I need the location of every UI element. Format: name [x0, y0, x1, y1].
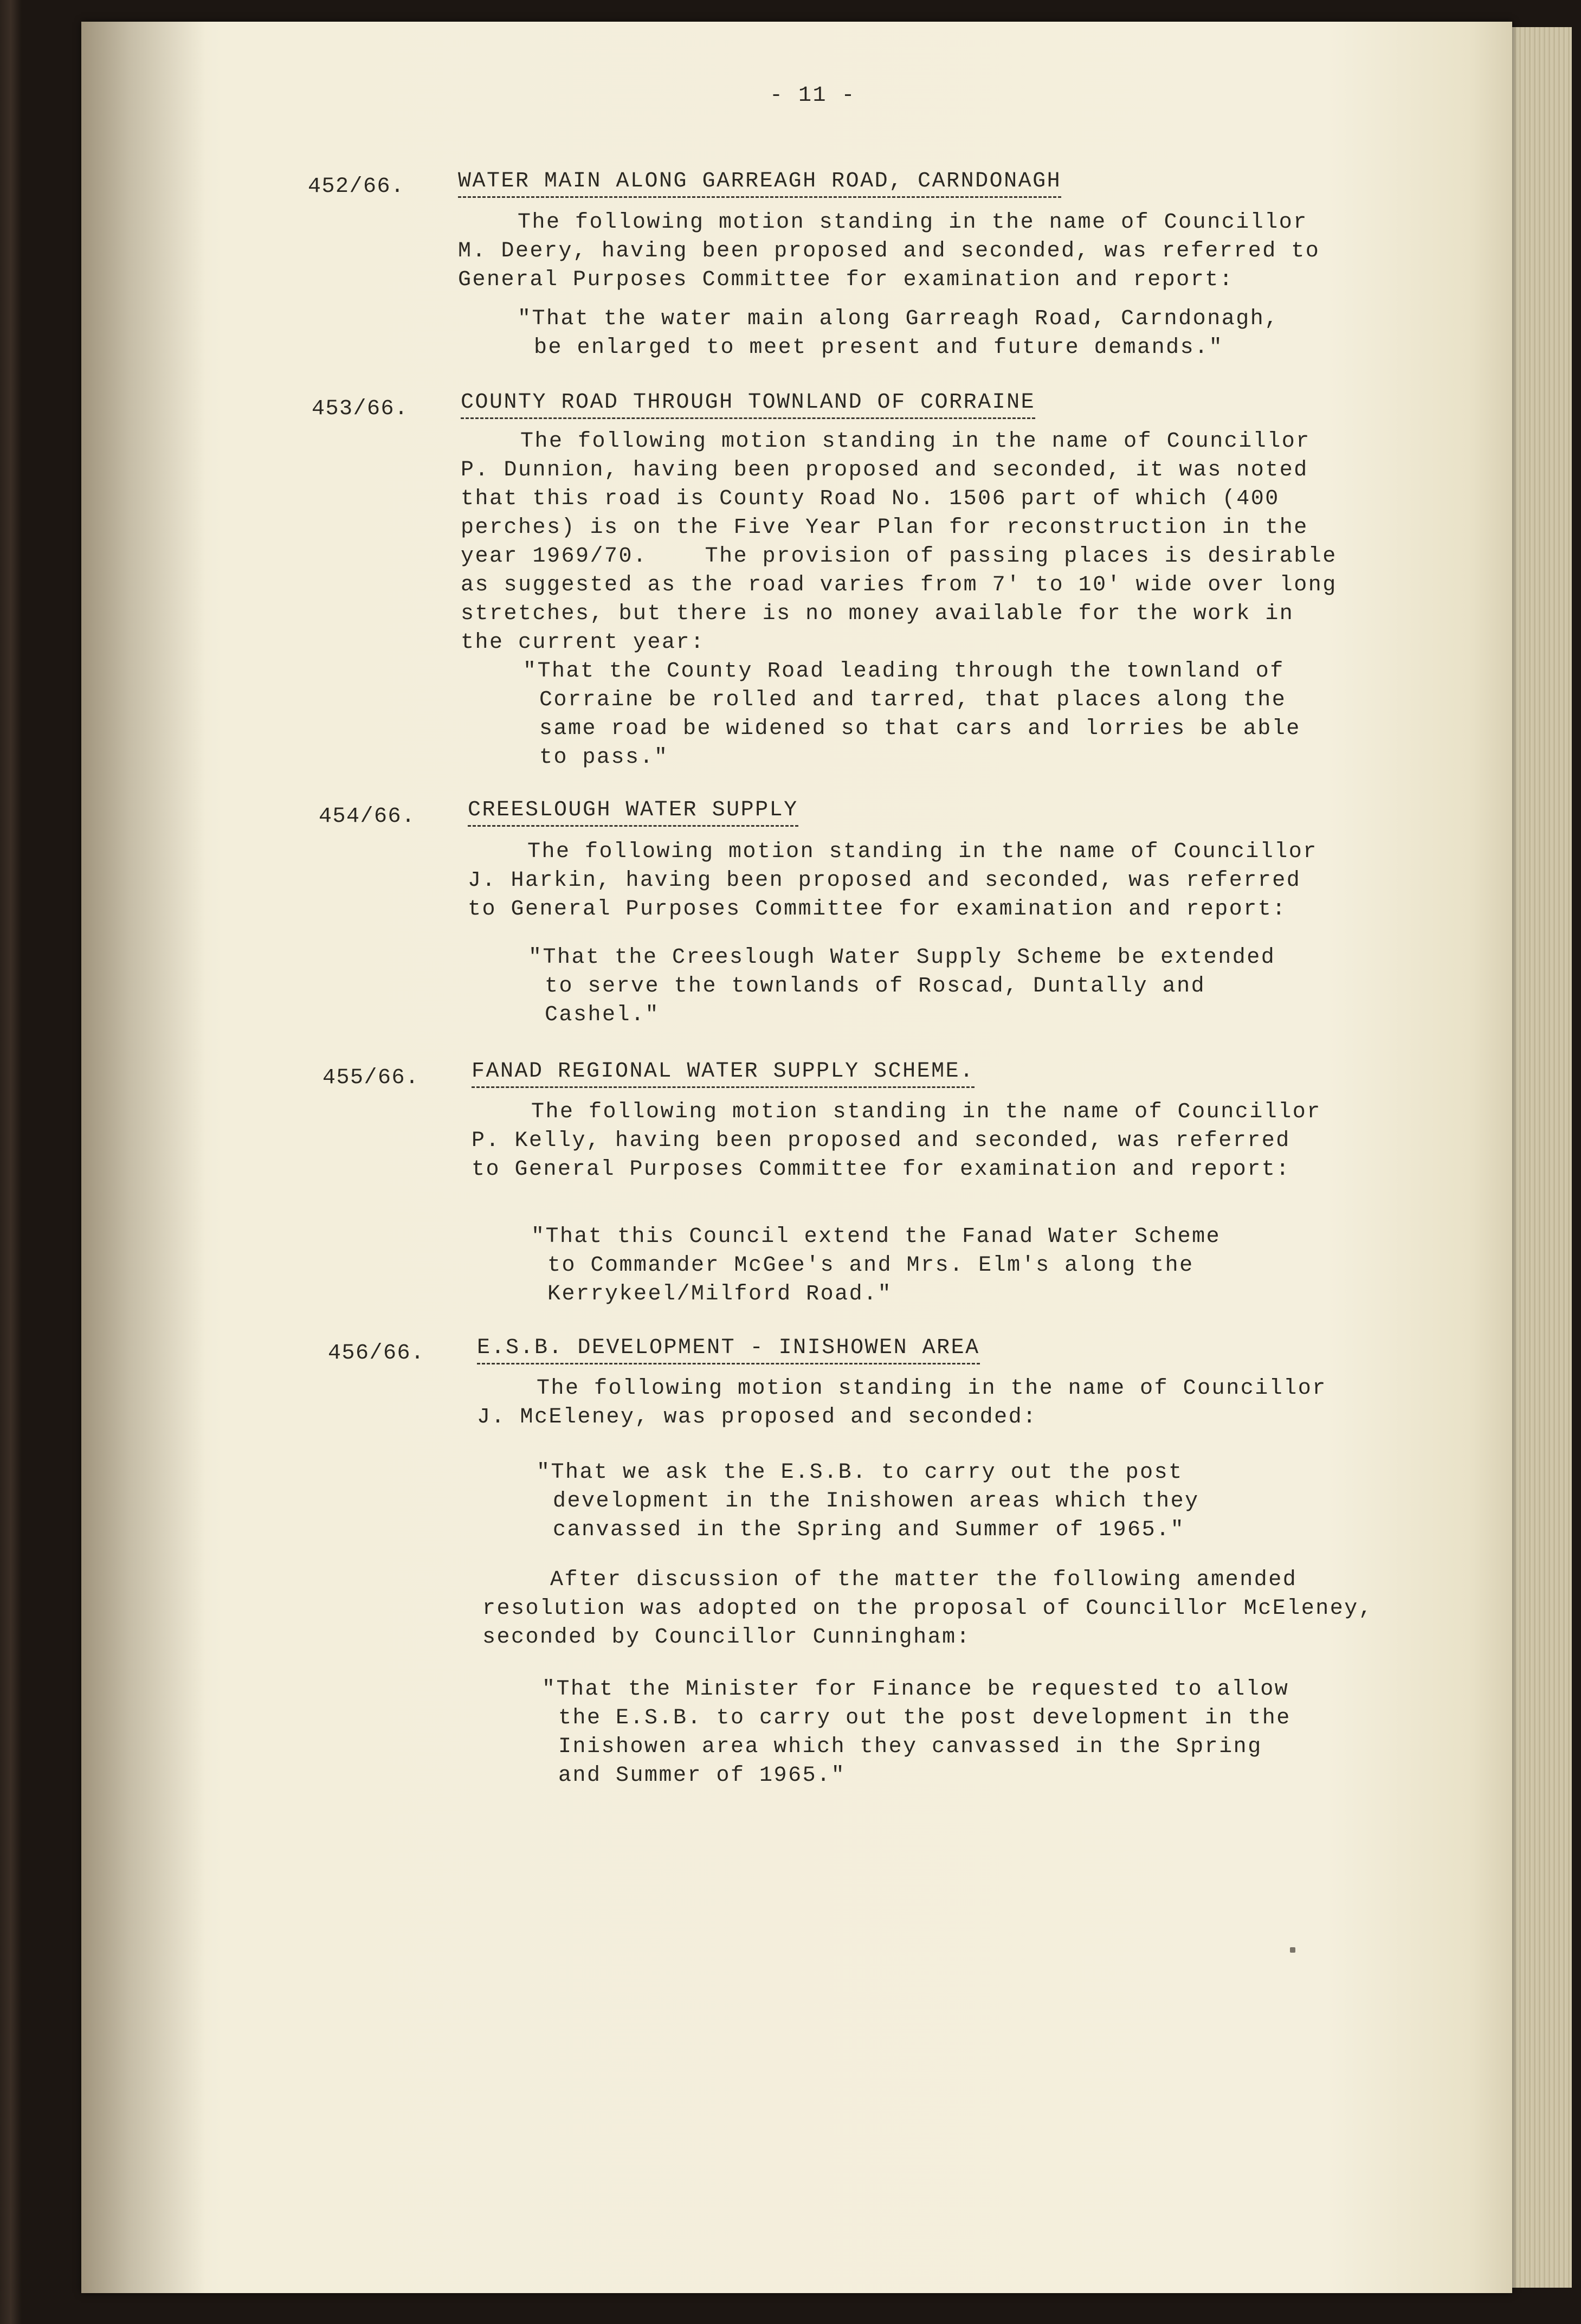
item-paragraph: The following motion standing in the name of Councillor P. Dunnion, having been proposed and seconded, it was noted that this road is County Road No. 1506 part of which (400 perches) is on the Five Year Plan for reconstruction in the year 1969/70. The provision of passing places is desirable as suggested as the road varies from 7' to 10' wide over long stretches, but there is no money available for the work in the current year:: [461, 429, 1337, 655]
item-heading: E.S.B. DEVELOPMENT - INISHOWEN AREA: [477, 1335, 980, 1364]
item-number: 455/66.: [322, 1066, 420, 1090]
item-paragraph: The following motion standing in the name of Councillor M. Deery, having been proposed and seconded, was referred to General Purposes Committee for examination and report:: [458, 210, 1320, 292]
item-paragraph: The following motion standing in the name of Councillor P. Kelly, having been proposed and seconded, was referred to General Purposes Committee for examination and report:: [472, 1100, 1321, 1182]
item-number: 454/66.: [319, 804, 416, 829]
item-quote: "That the water main along Garreagh Road, Carndonagh, be enlarged to meet present and future demands.": [518, 307, 1279, 360]
item-quote: "That this Council extend the Fanad Water Scheme to Commander McGee's and Mrs. Elm's along the Kerrykeel/Milford Road.": [531, 1225, 1221, 1306]
item-quote-2: "That the Minister for Finance be requested to allow the E.S.B. to carry out the post development in the Inishowen area which they canvassed in the Spring and Summer of 1965.": [542, 1677, 1291, 1788]
page-number: - 11 -: [770, 83, 856, 108]
stray-mark: [1290, 1947, 1295, 1953]
item-number: 456/66.: [328, 1341, 425, 1366]
item-heading: FANAD REGIONAL WATER SUPPLY SCHEME.: [472, 1058, 975, 1088]
page-stack-edge: [1512, 27, 1572, 2288]
item-paragraph: The following motion standing in the name of Councillor J. McEleney, was proposed and seconded:: [477, 1376, 1327, 1430]
item-quote: "That we ask the E.S.B. to carry out the post development in the Inishowen areas which they canvassed in the Spring and Summer of 1965.": [537, 1460, 1199, 1542]
item-paragraph: The following motion standing in the name of Councillor J. Harkin, having been proposed and seconded, was referred to General Purposes Committee for examination and report:: [468, 840, 1318, 922]
gutter-shadow: [81, 22, 206, 2293]
item-number: 453/66.: [312, 397, 409, 421]
item-heading: COUNTY ROAD THROUGH TOWNLAND OF CORRAINE: [461, 389, 1035, 419]
item-paragraph-2: After discussion of the matter the following amended resolution was adopted on the proposal of Councillor McEleney, seconded by Councillor Cunningham:: [482, 1568, 1373, 1650]
item-heading: WATER MAIN ALONG GARREAGH ROAD, CARNDONAGH: [458, 168, 1061, 198]
item-quote: "That the Creeslough Water Supply Scheme be extended to serve the townlands of Roscad, Duntally and Cashel.": [528, 945, 1276, 1027]
item-heading: CREESLOUGH WATER SUPPLY: [468, 797, 798, 827]
item-quote: "That the County Road leading through the townland of Corraine be rolled and tarred, that places along the same road be widened so that cars and lorries be able to pass.": [523, 659, 1301, 770]
item-number: 452/66.: [308, 175, 405, 199]
